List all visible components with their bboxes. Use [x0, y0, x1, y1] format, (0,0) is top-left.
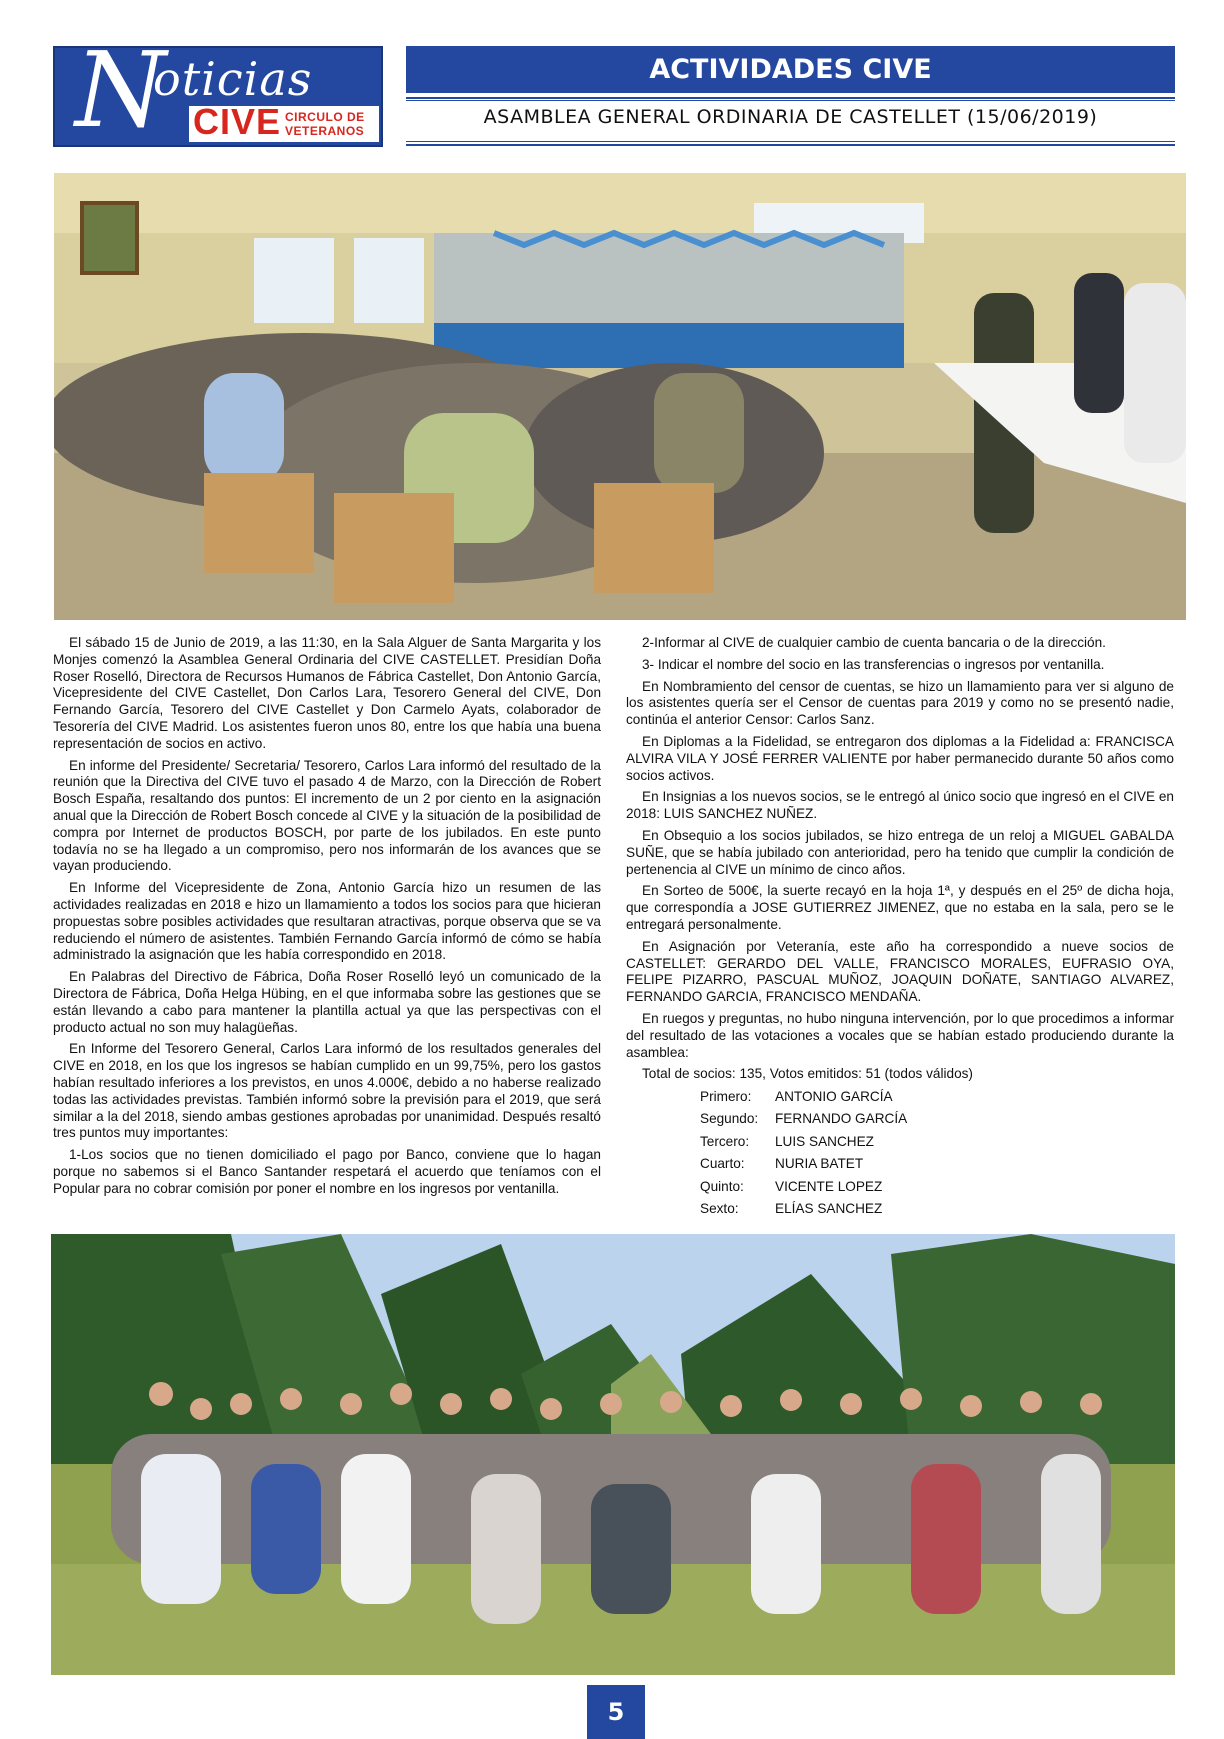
vote-position: Cuarto:	[700, 1156, 745, 1172]
left-paragraph-2: En informe del Presidente/ Secretaria/ Tesorero, Carlos Lara informó del resultado de la reunión que la Directiva del CIVE tuvo el pasado 4 de Marzo, con la Dirección de Robert Bosch España, resaltando dos puntos: El incremento de un 2 por ciento en la asignación anual que la Dirección de Robert Bosch concede al CIVE y la situación de la posibilidad de compra por Internet de productos BOSCH, por parte de los jubilados. En este punto todavía no se ha llegado a un compromiso, pero nos informarán de los avances que se vayan produciendo.	[53, 757, 601, 874]
vote-position: Tercero:	[700, 1133, 750, 1149]
votes-list	[626, 1086, 1174, 1221]
right-paragraph-9: En ruegos y preguntas, no hubo ninguna intervención, por lo que procedimos a informar del resultado de las votaciones a vocales que se habían estado produciendo durante la asamblea:	[626, 1010, 1174, 1060]
left-paragraph-3: En Informe del Vicepresidente de Zona, Antonio García hizo un resumen de las actividades realizadas en 2018 e hizo un llamamiento a todos los socios para que hicieran propuestas sobre posibles actividades que resultaran atractivas, porque observa que se va reduciendo el número de asistentes. También Fernando García informó de cómo se había administrado la asignación que les había correspondido en 2018.	[53, 880, 601, 963]
logo-brand: CIVE	[193, 101, 282, 142]
noticias-cive-logo	[53, 46, 383, 147]
right-paragraph-4: En Diplomas a la Fidelidad, se entregaron dos diplomas a la Fidelidad a: FRANCISCA ALVIRA VILA Y JOSÉ FERRER VALIENTE por haber permanecido durante 50 años como socios activos.	[626, 733, 1174, 783]
vote-position: Sexto:	[700, 1201, 739, 1217]
left-paragraph-4: En Palabras del Directivo de Fábrica, Doña Roser Roselló leyó un comunicado de la Directora de Fábrica, Doña Helga Hübing, en el que informaba sobre las gestiones que se están llevando a cabo para mantener la plantilla actual ya que las perspectivas con el producto actual no son muy halagüeñas.	[53, 969, 601, 1035]
vote-name: LUIS SANCHEZ	[775, 1133, 874, 1149]
logo-initial: N	[75, 46, 166, 147]
vote-row	[626, 1086, 1174, 1109]
header-rule-top-thin	[406, 100, 1175, 101]
votes-total: Total de socios: 135, Votos emitidos: 51 (todos válidos)	[642, 1066, 973, 1082]
vote-name: VICENTE LOPEZ	[775, 1178, 883, 1194]
logo-sub-line-1: CIRCULO DE	[285, 110, 365, 124]
vote-name: ANTONIO GARCÍA	[775, 1088, 893, 1104]
left-paragraph-1: El sábado 15 de Junio de 2019, a las 11:30, en la Sala Alguer de Santa Margarita y los Monjes comenzó la Asamblea General Ordinaria del CIVE CASTELLET. Presidían Doña Roser Roselló, Directora de Recursos Humanos de Fábrica Castellet, Don Antonio García, Vicepresidente del CIVE Castellet, Don Carlos Lara, Tesorero General del CIVE, Don Fernando García, Tesorero del CIVE Castellet y Don Carmelo Ayats, colaborador de Tesorería del CIVE Madrid. Los asistentes fueron unos 80, entre los que había una buena representación de socios en activo.	[53, 635, 601, 751]
vote-row	[626, 1176, 1174, 1199]
logo-subtitle	[285, 110, 365, 138]
right-paragraph-2: 3- Indicar el nombre del socio en las transferencias o ingresos por ventanilla.	[642, 656, 1105, 672]
header-rule-bottom	[406, 144, 1175, 146]
page-number: 5	[587, 1685, 645, 1739]
article-left-column	[53, 635, 601, 1203]
article-right-column	[626, 635, 1174, 1221]
logo-word: oticias	[153, 52, 313, 106]
assembly-hall-photo	[54, 173, 1186, 620]
vote-position: Quinto:	[700, 1178, 744, 1194]
header-rule-top	[406, 97, 1175, 99]
vote-row	[626, 1109, 1174, 1132]
right-paragraph-1: 2-Informar al CIVE de cualquier cambio de cuenta bancaria o de la dirección.	[642, 635, 1106, 650]
vote-position: Primero:	[700, 1088, 752, 1104]
vote-row	[626, 1154, 1174, 1177]
vote-name: NURIA BATET	[775, 1156, 864, 1172]
vote-name: FERNANDO GARCÍA	[775, 1111, 908, 1127]
right-paragraph-5: En Insignias a los nuevos socios, se le entregó al único socio que ingresó en el CIVE en 2018: LUIS SANCHEZ NUÑEZ.	[626, 789, 1174, 822]
right-paragraph-8: En Asignación por Veteranía, este año ha correspondido a nueve socios de CASTELLET: GERARDO DEL VALLE, FRANCISCO MORALES, EUFRASIO OYA, FELIPE PIZARRO, PASCUAL MUÑOZ, JOAQUIN DOÑATE, SANTIAGO ALVAREZ, FERNANDO GARCIA, FRANCISCO MENDAÑA.	[626, 938, 1174, 1005]
logo-sub-line-2: VETERANOS	[285, 124, 365, 138]
right-paragraph-7: En Sorteo de 500€, la suerte recayó en la hoja 1ª, y después en el 25º de dicha hoja, que correspondía a JOSE GUTIERREZ JIMENEZ, que no estaba en la sala, pero se le entregará personalmente.	[626, 883, 1174, 932]
left-paragraph-5: En Informe del Tesorero General, Carlos Lara informó de los resultados generales del CIVE en 2018, en los que los ingresos se habían cumplido en un 99,75%, pero los gastos habían resultado inferiores a los previstos, en unos 4.000€, debido a no haberse realizado todas las actividades previstas. También informó sobre la previsión para el 2019, que será similar a la del 2018, siendo ambas gestiones aprobadas por unanimidad. Después resaltó tres puntos muy importantes:	[53, 1041, 601, 1141]
section-title: ACTIVIDADES CIVE	[406, 46, 1175, 93]
right-paragraph-6: En Obsequio a los socios jubilados, se hizo entrega de un reloj a MIGUEL GABALDA SUÑE, que se había jubilado con anterioridad, pero ha tenido que cumplir la condición de pertenencia al CIVE un mínimo de cinco años.	[626, 827, 1174, 877]
vote-row	[626, 1131, 1174, 1154]
right-paragraph-3: En Nombramiento del censor de cuentas, se hizo un llamamiento para ver si alguno de los asistentes quería ser el Censor de cuentas para 2019 y como no se presentó nadie, continúa el anterior Censor: Carlos Sanz.	[626, 678, 1174, 728]
vote-name: ELÍAS SANCHEZ	[775, 1201, 883, 1217]
header-rule-bottom-thin	[406, 141, 1175, 142]
group-photo-outdoors	[51, 1234, 1175, 1675]
left-paragraph-6: 1-Los socios que no tienen domiciliado el pago por Banco, conviene que lo hagan porque no sabemos si el Banco Santander respetará el acuerdo que teníamos con el Popular para no cobrar comisión por poner el nombre en los ingresos por ventanilla.	[53, 1147, 601, 1196]
vote-row	[626, 1199, 1174, 1222]
vote-position: Segundo:	[700, 1111, 759, 1127]
page-subtitle: ASAMBLEA GENERAL ORDINARIA DE CASTELLET (15/06/2019)	[483, 106, 1098, 128]
